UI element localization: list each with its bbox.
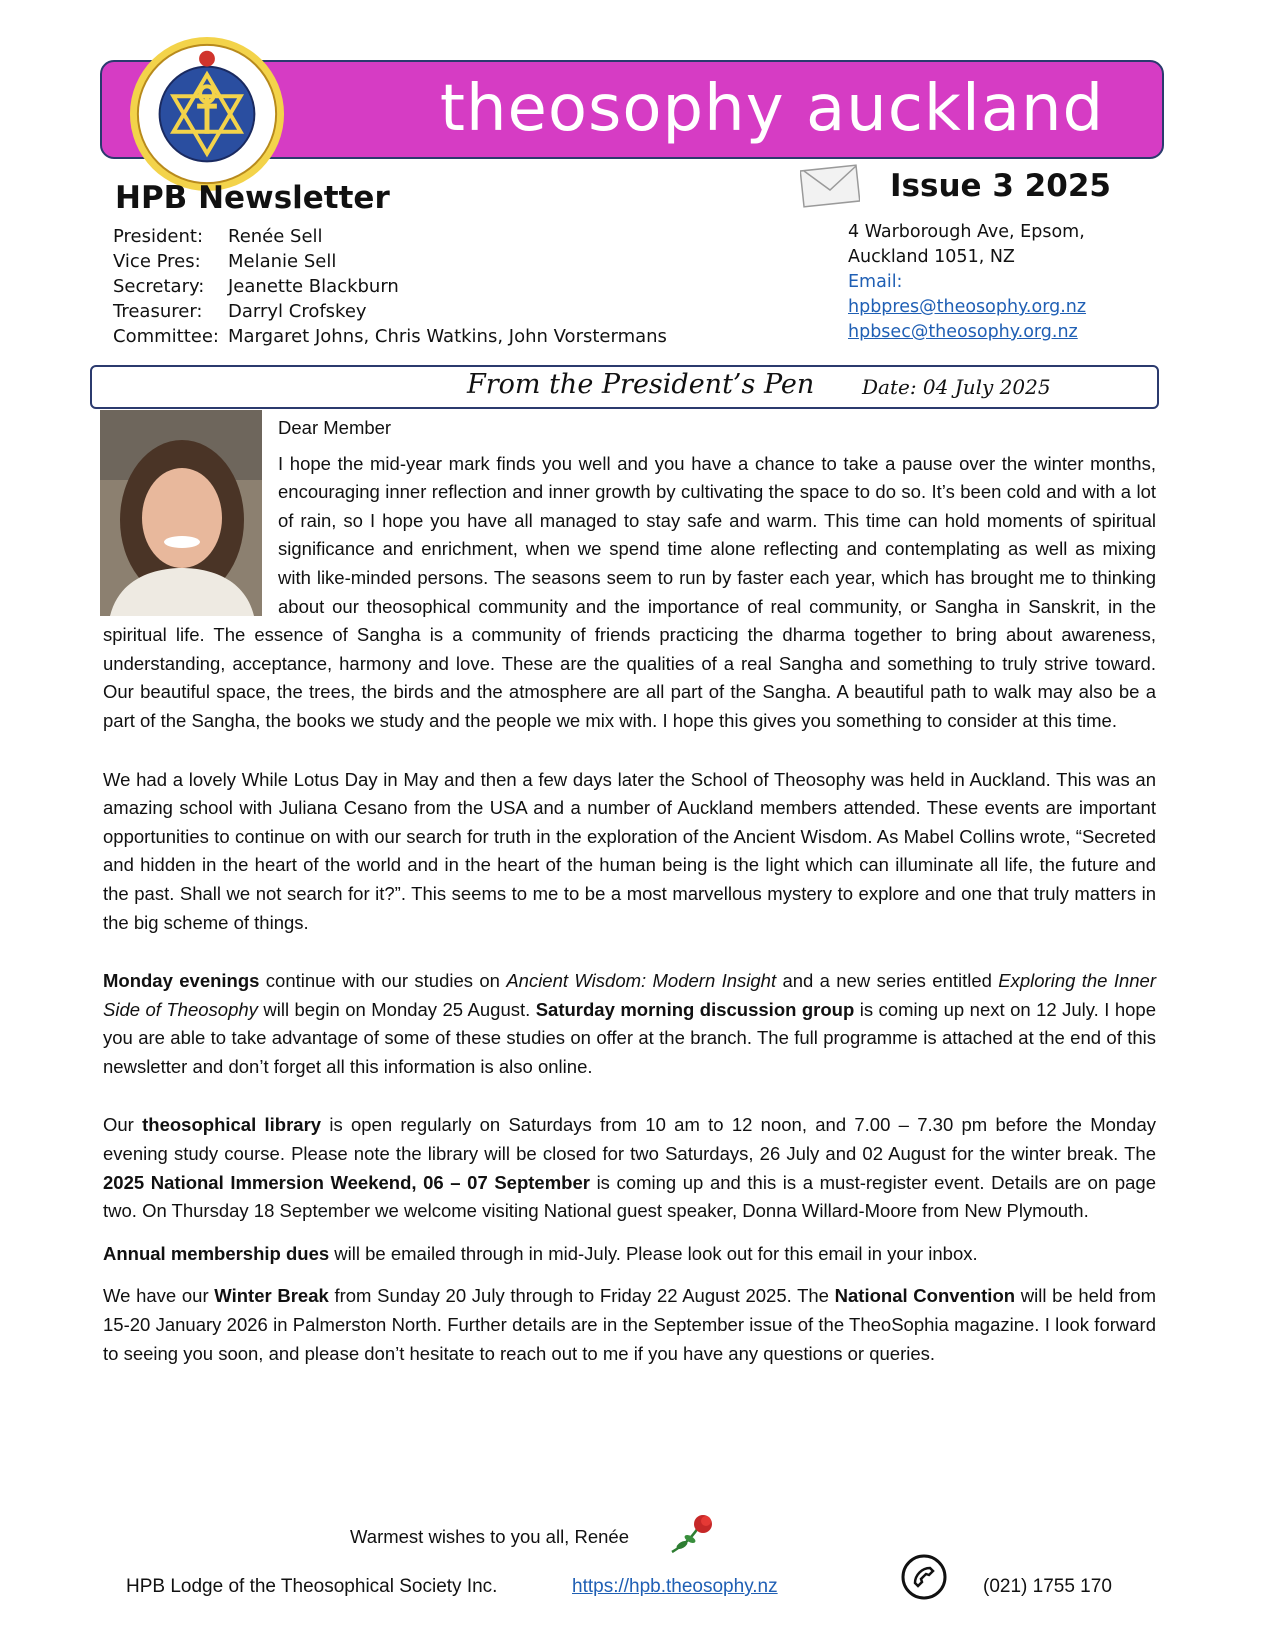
section-title: From the President’s Pen [467, 369, 815, 400]
officer-name: Renée Sell [228, 226, 323, 247]
phone-icon [900, 1553, 948, 1601]
officer-row [113, 224, 667, 249]
email-label: Email: [848, 272, 903, 292]
text: is coming up and this is a must-register event. Details are on page two. On Thursday 18 September we welcome visiting National guest speaker, Donna Willard-Moore from New Plymouth. [103, 1171, 1156, 1222]
text: We have our [103, 1285, 215, 1307]
photo-spacer [103, 414, 278, 616]
text: continue with our studies on [259, 970, 507, 992]
email-link-president[interactable]: hpbpres@theosophy.org.nz [848, 297, 1087, 317]
theosophical-seal-logo [128, 35, 286, 193]
rose-icon [668, 1512, 718, 1557]
text: is open regularly on Saturdays from 10 am to 12 noon, and 7.00 – 7.30 pm before the Monday evening study course. Please note the library will be closed for two Saturdays, 26 July and 02 August for the winter break. The [103, 1114, 1157, 1165]
text: Our [103, 1114, 143, 1136]
bold-text: Winter Break [214, 1285, 329, 1307]
paragraph: We had a lovely While Lotus Day in May and then a few days later the School of Theosophy was held in Auckland. This was an amazing school with Juliana Cesano from the USA and a number of Auckland members attended. These events are important opportunities to continue on with our search for truth in the exploration of the Ancient Wisdom. As Mabel Collins wrote, “Secreted and hidden in the heart of the world and in the heart of the human being is the light which can illuminate all life, the future and the past. Shall we not search for it?”. This seems to me to be a most marvellous mystery to explore and one that truly matters in the big scheme of things. [103, 768, 1156, 933]
officers-list [113, 224, 667, 349]
text: is coming up next on 12 July. I hope you are able to take advantage of some of these studies on offer at the branch. The full programme is attached at the end of this newsletter and don’t forget all this information is also online. [103, 998, 1157, 1077]
phone-number: (021) 1755 170 [983, 1576, 1112, 1597]
paragraph [103, 1282, 1156, 1368]
officer-name: Margaret Johns, Chris Watkins, John Vorstermans [228, 326, 667, 347]
officer-row [113, 249, 667, 274]
paragraph [103, 1111, 1156, 1225]
italic-text: Ancient Wisdom: Modern Insight [506, 970, 777, 992]
bold-text: theosophical library [142, 1114, 322, 1136]
officer-role: Treasurer: [113, 301, 203, 322]
officer-row [113, 324, 667, 349]
bold-text: 2025 National Immersion Weekend, 06 – 07 September [103, 1171, 590, 1193]
officer-name: Jeanette Blackburn [228, 276, 399, 297]
envelope-icon [800, 162, 860, 210]
email-link-secretary[interactable]: hpbsec@theosophy.org.nz [848, 322, 1078, 342]
officer-role: Committee: [113, 326, 219, 347]
text: will be held from 15-20 January 2026 in Palmerston North. Further details are in the September issue of the TheoSophia magazine. I look forward to seeing you soon, and please don’t hesitate to reach out to me if you have any questions or queries. [103, 1285, 1156, 1364]
website-link[interactable]: https://hpb.theosophy.nz [572, 1576, 778, 1597]
salutation: Dear Member [278, 417, 392, 438]
paragraph [103, 1240, 1156, 1269]
officer-role: Secretary: [113, 276, 205, 297]
newsletter-title: HPB Newsletter [115, 180, 390, 216]
officer-name: Darryl Crofskey [228, 301, 367, 322]
president-letter [103, 414, 1156, 1368]
bold-text: Saturday morning discussion group [535, 998, 855, 1020]
closing-signoff: Warmest wishes to you all, Renée [350, 1526, 629, 1547]
address-line: 4 Warborough Ave, Epsom, [848, 222, 1085, 242]
bold-text: Monday evenings [103, 970, 260, 992]
address-line: Auckland 1051, NZ [848, 247, 1015, 267]
officer-role: Vice Pres: [113, 251, 201, 272]
italic-text: Exploring the Inner Side of Theosophy [103, 970, 1156, 1020]
footer-organization: HPB Lodge of the Theosophical Society Inc. [126, 1576, 498, 1597]
contact-address [848, 220, 1086, 345]
bold-text: Annual membership dues [103, 1242, 330, 1264]
officer-role: President: [113, 226, 204, 247]
text: from Sunday 20 July through to Friday 22 August 2025. The [328, 1285, 835, 1307]
section-date: Date: 04 July 2025 [862, 375, 1051, 399]
section-header-bar [90, 365, 1159, 409]
bold-text: National Convention [834, 1285, 1016, 1307]
officer-row [113, 299, 667, 324]
issue-number: Issue 3 2025 [890, 168, 1111, 204]
paragraph [103, 967, 1156, 1081]
text: will be emailed through in mid-July. Please look out for this email in your inbox. [329, 1242, 978, 1264]
banner-title: theosophy auckland [439, 72, 1105, 146]
officer-name: Melanie Sell [228, 251, 337, 272]
text: and a new series entitled [776, 970, 999, 992]
officer-row [113, 274, 667, 299]
paragraph: I hope the mid-year mark finds you well and you have a chance to take a pause over the winter months, encouraging inner reflection and inner growth by cultivating the space to do so. It’s been cold and with a lot of rain, so I hope you have all managed to stay safe and warm. This time can hold moments of spiritual significance and enrichment, when we spend time alone reflecting and contemplating as well as mixing with like-minded persons. The seasons seem to run by faster each year, which has brought me to thinking about our theosophical community and the importance of real community, or Sangha in Sanskrit, in the spiritual life. The essence of Sangha is a community of friends practicing the dharma together to bring about awareness, understanding, acceptance, harmony and love. These are the qualities of a real Sangha and something to truly strive toward. Our beautiful space, the trees, the birds and the atmosphere are all part of the Sangha. A beautiful path to walk may also be a part of the Sangha, the books we study and the people we mix with. I hope this gives you something to consider at this time. [103, 452, 1156, 731]
text: will begin on Monday 25 August. [257, 998, 536, 1020]
